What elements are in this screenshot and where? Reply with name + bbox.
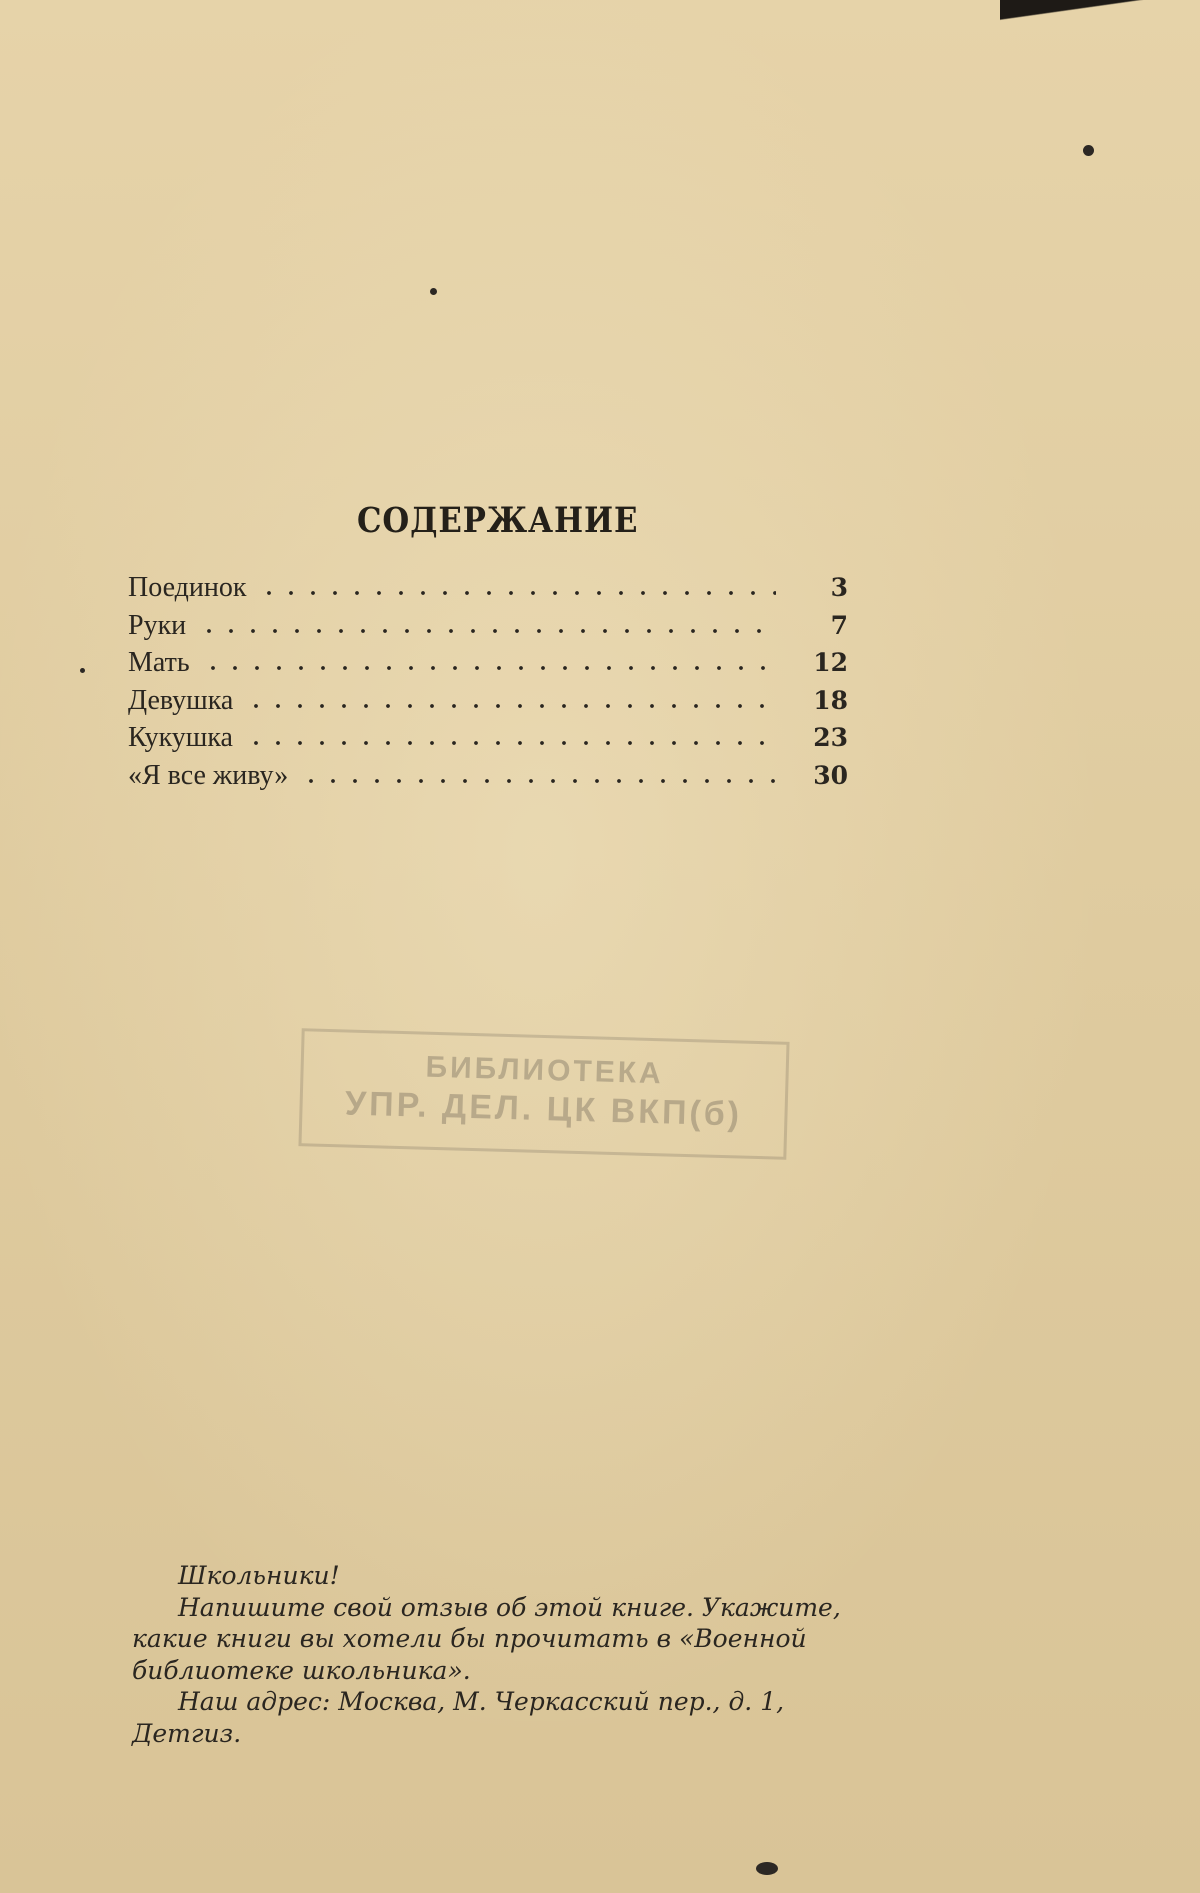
stamp-line: УПР. ДЕЛ. ЦК ВКП(б) [344,1084,743,1134]
toc-entry [128,760,848,798]
paper-speck [1083,145,1094,156]
note-text: библиотеке школьника». [132,1655,471,1685]
toc-entry-page: 23 [813,723,848,752]
paper-speck [756,1862,778,1875]
stamp-line: БИБЛИОТЕКА [425,1050,665,1091]
paper-speck [430,288,437,295]
dot-leader [245,703,776,709]
toc-entry-title: Девушка [128,684,234,716]
toc-title: СОДЕРЖАНИЕ [357,500,639,541]
dot-leader [300,778,776,784]
dot-leader [202,665,776,671]
toc-entry-title: Кукушка [128,722,233,753]
toc-entry-page: 12 [813,648,848,677]
note-text: Напишите свой отзыв об этой книге. Укажите, [178,1592,841,1622]
dot-leader [245,740,776,746]
note-text: какие книги вы хотели бы прочитать в «Военной [132,1624,807,1653]
toc-entry-title: Руки [128,609,187,641]
toc-entry-title: Мать [128,647,190,678]
toc-entry [128,610,848,648]
toc-entry-title: «Я все живу» [128,759,289,791]
toc-entry-page: 3 [830,573,848,602]
note-address: Наш адрес: Москва, М. Черкасский пер., д. 1, [178,1687,785,1716]
library-stamp [298,1028,789,1160]
toc-entry-page: 7 [830,610,848,640]
toc-entry [128,685,848,723]
toc-entry-page: 18 [813,685,848,715]
toc-entry [128,647,848,685]
toc-entry-title: Поединок [128,572,247,603]
note-address: Детгиз. [132,1718,242,1748]
dot-leader [258,590,776,596]
toc-entry [128,572,848,610]
toc-entry-page: 30 [813,760,848,790]
note-greeting: Школьники! [178,1561,340,1590]
dot-leader [198,628,776,634]
reader-note [132,1560,862,1749]
toc-entry [128,722,848,760]
torn-page-corner [1000,0,1200,40]
table-of-contents [128,572,848,797]
paper-speck [80,668,85,673]
